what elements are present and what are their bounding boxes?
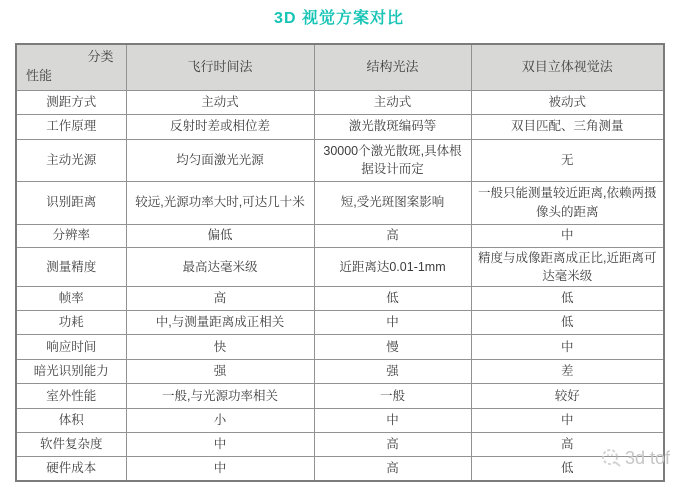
cell: 较好	[471, 383, 664, 408]
corner-performance-label: 性能	[26, 67, 53, 83]
table-row	[16, 247, 664, 286]
cell: 无	[471, 139, 664, 181]
table-row	[16, 224, 664, 247]
row-label: 室外性能	[16, 383, 126, 408]
cell: 中	[471, 408, 664, 432]
table-row	[16, 139, 664, 181]
cell: 双目匹配、三角测量	[471, 114, 664, 139]
cell: 低	[471, 286, 664, 310]
cell: 30000个激光散斑,具体根据设计而定	[314, 139, 471, 181]
cell: 强	[314, 359, 471, 383]
cell: 较远,光源功率大时,可达几十米	[126, 181, 314, 224]
cell: 低	[471, 456, 664, 481]
row-label: 体积	[16, 408, 126, 432]
cell: 近距离达0.01-1mm	[314, 247, 471, 286]
cell: 中	[471, 224, 664, 247]
cell: 高	[314, 432, 471, 456]
table-row	[16, 408, 664, 432]
row-label: 响应时间	[16, 334, 126, 359]
cell: 均匀面激光光源	[126, 139, 314, 181]
cell: 差	[471, 359, 664, 383]
column-header-time-of-flight: 飞行时间法	[126, 44, 314, 90]
row-label: 硬件成本	[16, 456, 126, 481]
cell: 主动式	[126, 90, 314, 114]
watermark-text: 3d tof	[624, 447, 670, 468]
cell: 一般,与光源功率相关	[126, 383, 314, 408]
page-title: 3D 视觉方案对比	[274, 10, 404, 27]
cell: 高	[126, 286, 314, 310]
cell: 中	[471, 334, 664, 359]
cell: 反射时差或相位差	[126, 114, 314, 139]
row-label: 识别距离	[16, 181, 126, 224]
table-row	[16, 456, 664, 481]
row-label: 帧率	[16, 286, 126, 310]
cell: 中,与测量距离成正相关	[126, 310, 314, 334]
column-header-structured-light: 结构光法	[314, 44, 471, 90]
table-row	[16, 286, 664, 310]
cell: 中	[314, 408, 471, 432]
cell: 快	[126, 334, 314, 359]
cell: 精度与成像距离成正比,近距离可达毫米级	[471, 247, 664, 286]
row-label: 功耗	[16, 310, 126, 334]
comparison-table	[15, 43, 665, 482]
table-row	[16, 383, 664, 408]
cell: 短,受光斑图案影响	[314, 181, 471, 224]
table-row	[16, 310, 664, 334]
column-header-binocular-stereo: 双目立体视觉法	[471, 44, 664, 90]
row-label: 测量精度	[16, 247, 126, 286]
cell: 高	[314, 224, 471, 247]
table-row	[16, 181, 664, 224]
row-label: 分辨率	[16, 224, 126, 247]
row-label: 主动光源	[16, 139, 126, 181]
cell: 高	[471, 432, 664, 456]
cell: 低	[471, 310, 664, 334]
table-row	[16, 432, 664, 456]
cell: 偏低	[126, 224, 314, 247]
cell: 中	[126, 432, 314, 456]
cell: 最高达毫米级	[126, 247, 314, 286]
table-row	[16, 334, 664, 359]
table-row	[16, 114, 664, 139]
header-row	[16, 44, 664, 90]
corner-cell	[16, 44, 126, 90]
cell: 中	[126, 456, 314, 481]
table-row	[16, 90, 664, 114]
cell: 激光散斑编码等	[314, 114, 471, 139]
corner-category-label: 分类	[87, 49, 114, 64]
cell: 强	[126, 359, 314, 383]
cell: 低	[314, 286, 471, 310]
cell: 中	[314, 310, 471, 334]
row-label: 工作原理	[16, 114, 126, 139]
cell: 一般	[314, 383, 471, 408]
row-label: 暗光识别能力	[16, 359, 126, 383]
cell: 高	[314, 456, 471, 481]
cell: 主动式	[314, 90, 471, 114]
table-row	[16, 359, 664, 383]
row-label: 测距方式	[16, 90, 126, 114]
cell: 一般只能测量较近距离,依赖两摄像头的距离	[471, 181, 664, 224]
row-label: 软件复杂度	[16, 432, 126, 456]
cell: 小	[126, 408, 314, 432]
cell: 慢	[314, 334, 471, 359]
cell: 被动式	[471, 90, 664, 114]
